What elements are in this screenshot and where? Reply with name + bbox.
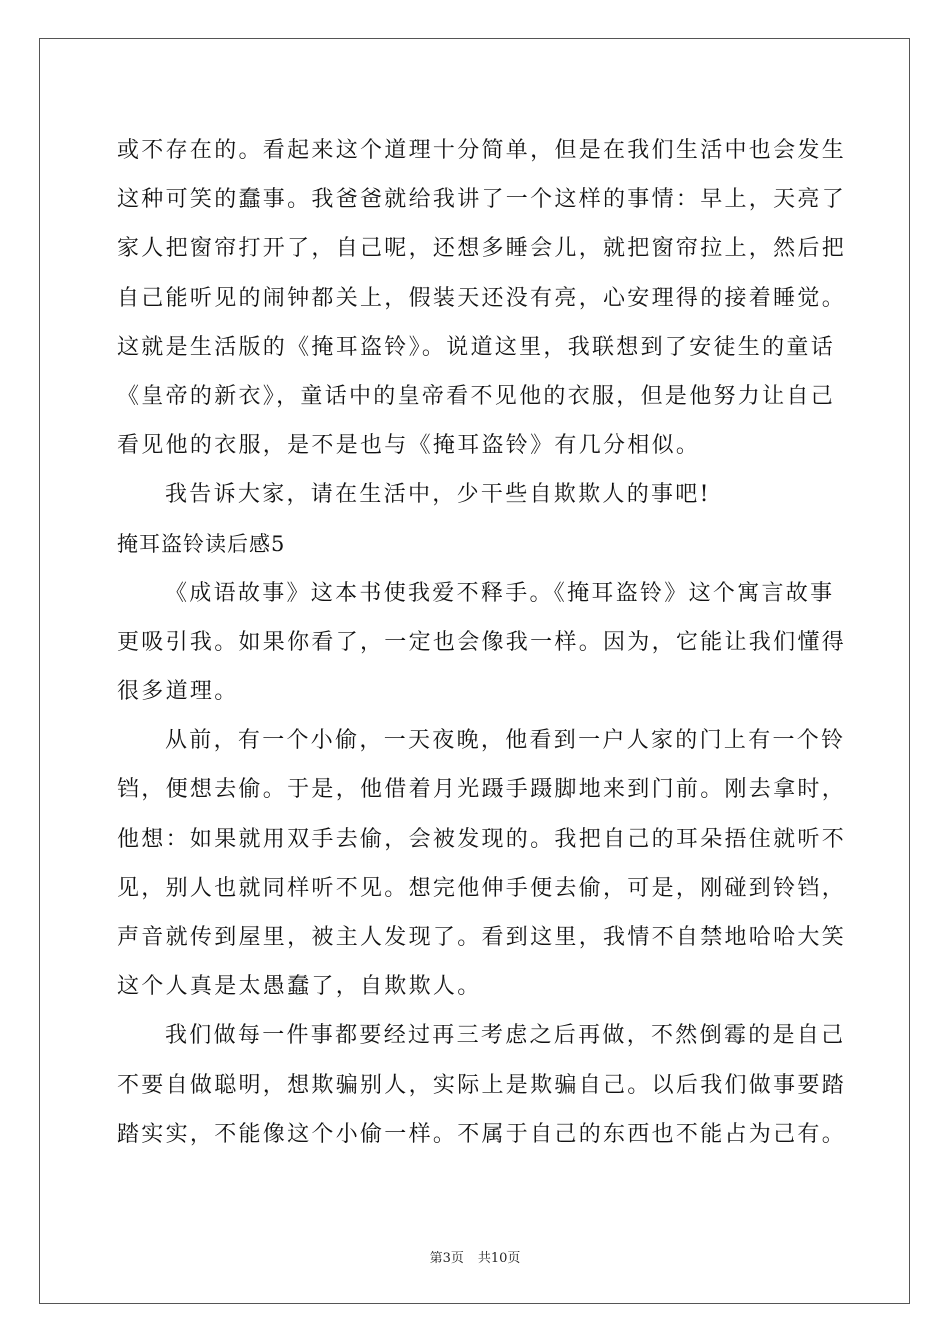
paragraph-line: 从前，有一个小偷，一天夜晚，他看到一户人家的门上有一个铃 — [165, 728, 846, 754]
text-line: 或不存在的。看起来这个道理十分简单，但是在我们生活中也会发生 — [117, 138, 847, 163]
text-line: 这就是生活版的《掩耳盗铃》。说道这里，我联想到了安徒生的童话 — [117, 334, 836, 360]
text-line: 看见他的衣服，是不是也与《掩耳盗铃》有几分相似。 — [117, 433, 701, 459]
page-number: 第3页 — [429, 1251, 464, 1266]
paragraph-line: 我们做每一件事都要经过再三考虑之后再做，不然倒霉的是自己 — [165, 1023, 846, 1049]
page-footer — [0, 1247, 950, 1266]
text-line: 自己能听见的闹钟都关上，假装天还没有亮，心安理得的接着睡觉。 — [117, 285, 847, 311]
text-line: 声音就传到屋里，被主人发现了。看到这里，我情不自禁地哈哈大笑 — [117, 925, 847, 950]
text-line: 他想：如果就用双手去偷，会被发现的。我把自己的耳朵捂住就听不 — [117, 826, 847, 852]
document-body — [117, 126, 847, 1159]
text-line: 铛，便想去偷。于是，他借着月光蹑手蹑脚地来到门前。刚去拿时， — [117, 777, 847, 803]
text-line: 这个人真是太愚蠢了，自欺欺人。 — [117, 974, 482, 1000]
page-total: 共10页 — [477, 1251, 521, 1266]
text-line: 见，别人也就同样听不见。想完他伸手便去偷，可是，刚碰到铃铛， — [117, 875, 847, 901]
text-line: 更吸引我。如果你看了，一定也会像我一样。因为，它能让我们懂得 — [117, 629, 847, 655]
text-line: 家人把窗帘打开了，自己呢，还想多睡会儿，就把窗帘拉上，然后把 — [117, 236, 847, 262]
paragraph-line: 我告诉大家，请在生活中，少干些自欺欺人的事吧! — [165, 482, 711, 508]
paragraph-line: 《成语故事》这本书使我爱不释手。《掩耳盗铃》这个寓言故事 — [165, 580, 835, 606]
text-line: 这种可笑的蠢事。我爸爸就给我讲了一个这样的事情：早上，天亮了 — [117, 187, 847, 213]
section-heading: 掩耳盗铃读后感5 — [117, 531, 286, 556]
text-line: 踏实实，不能像这个小偷一样。不属于自己的东西也不能占为己有。 — [117, 1121, 847, 1147]
text-line: 不要自做聪明，想欺骗别人，实际上是欺骗自己。以后我们做事要踏 — [117, 1072, 847, 1098]
text-line: 很多道理。 — [117, 679, 239, 705]
text-line: 《皇帝的新衣》，童话中的皇帝看不见他的衣服，但是他努力让自己 — [117, 383, 836, 409]
